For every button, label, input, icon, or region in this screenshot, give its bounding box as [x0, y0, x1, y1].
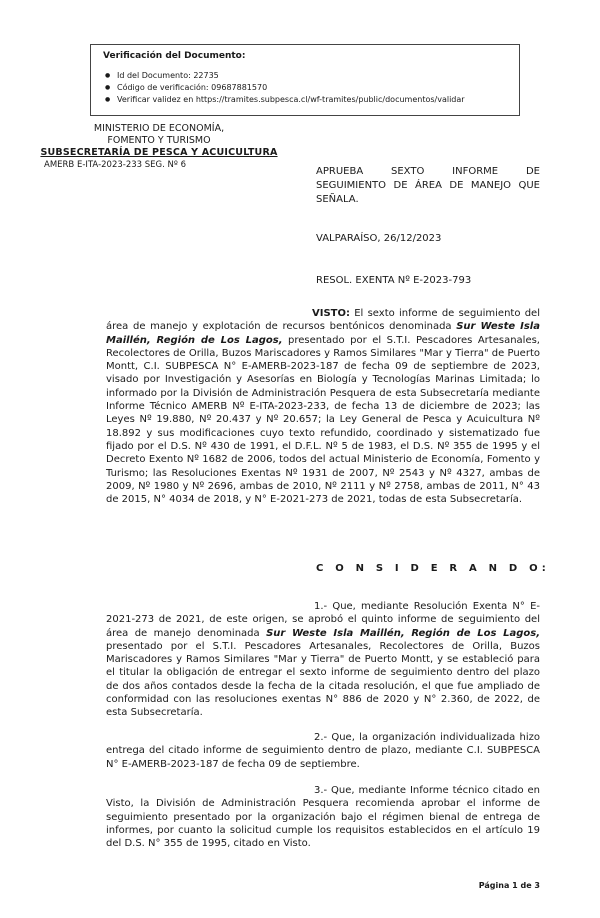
document-id: ● Id del Documento: 22735: [117, 70, 507, 82]
ministry-line2: FOMENTO Y TURISMO: [107, 135, 211, 146]
ministry-header: [36, 123, 282, 171]
verification-box: [90, 44, 520, 116]
c1-text1: 1.- Que, mediante Resolución Exenta N° E-2021-273 de 2021, de este origen, se aprobó el quinto informe de seguimiento del área de manejo denominada: [106, 601, 540, 639]
subsecretaria-title: SUBSECRETARÍA DE PESCA Y ACUICULTURA: [40, 147, 278, 158]
verification-list: [103, 70, 507, 106]
visto-label: VISTO:: [312, 308, 350, 319]
visto-text1: El sexto informe de seguimiento del área de manejo y explotación de recursos bentónicos denominada: [106, 308, 540, 333]
subject-line1: APRUEBA SEXTO INFORME DE: [316, 166, 540, 177]
c1-text2: presentado por el S.T.I. Pescadores Artesanales, Recolectores de Orilla, Buzos Mariscadores y Ramos Similares "Mar y Tierra" de Puerto Montt, y se estableció para el titular la obligación de entregar el sexto informe de seguimiento dentro del plazo de dos años contados desde la fecha de la citada resolución, el que fue ampliado de conformidad con las resoluciones exentas N° 886 de 2020 y N° 2.360, de 2022, de esta Subsecretaría.: [106, 640, 540, 719]
visto-paragraph: [106, 307, 540, 506]
subject-line2: SEGUIMIENTO DE ÁREA DE MANEJO QUE: [316, 180, 540, 191]
ministry-line1: MINISTERIO DE ECONOMÍA,: [93, 123, 225, 134]
resolution-number: RESOL. EXENTA Nº E-2023-793: [316, 275, 472, 286]
verification-title: Verificación del Documento:: [103, 51, 246, 61]
place-date: VALPARAÍSO, 26/12/2023: [316, 233, 442, 244]
considerando-2: [106, 731, 540, 771]
subject-block: [316, 165, 540, 207]
verification-code: ● Código de verificación: 09687881570: [117, 82, 507, 94]
considerando-1: [106, 600, 540, 720]
page-number: Página 1 de 3: [478, 881, 540, 890]
considerando-3: [106, 784, 540, 850]
c3-text: 3.- Que, mediante Informe técnico citado en Visto, la División de Administración Pesquera recomienda aprobar el informe de seguimiento presentado por la organización bajo el régimen bienal de entrega de informes, por cuanto la solicitud cumple los requisitos establecidos en el artículo 19 del D.S. N° 355 de 1995, citado en Visto.: [106, 785, 540, 850]
subject-line3: SEÑALA.: [316, 194, 359, 205]
verification-url[interactable]: ● Verificar validez en https://tramites.subpesca.cl/wf-tramites/public/documentos/validar: [117, 94, 507, 106]
c1-area-name: Sur Weste Isla Maillén, Región de Los Lagos,: [266, 627, 541, 639]
document-reference: AMERB E-ITA-2023-233 SEG. Nº 6: [44, 160, 186, 170]
considerando-heading: C O N S I D E R A N D O:: [316, 563, 550, 574]
visto-text2: presentado por el S.T.I. Pescadores Artesanales, Recolectores de Orilla, Buzos Mariscadores y Ramos Similares "Mar y Tierra" de Puerto Montt, C.I. SUBPESCA N° E-AMERB-2023-187 de fecha 09 de septiembre de 2023, visado por Investigación y Asesorías en Biología y Tecnologías Marinas Limitada; lo informado por la División de Administración Pesquera de esta Subsecretaría mediante Informe Técnico AMERB Nº E-ITA-2023-233, de fecha 13 de diciembre de 2023; las Leyes Nº 19.880, Nº 20.437 y Nº 20.657; la Ley General de Pesca y Acuicultura Nº 18.892 y sus modificaciones cuyo texto refundido, coordinado y sistematizado fue fijado por el D.S. Nº 430 de 1991, el D.F.L. Nº 5 de 1983, el D.S. Nº 355 de 1995 y el Decreto Exento Nº 1682 de 2006, todos del actual Ministerio de Economía, Fomento y Turismo; las Resoluciones Exentas Nº 1931 de 2007, Nº 2543 y Nº 4327, ambas de 2009, Nº 1980 y Nº 2696, ambas de 2010, Nº 2111 y Nº 2758, ambas de 2011, N° 43 de 2015, N° 4034 de 2018, y N° E-2021-273 de 2021, todas de esta Subsecretaría.: [106, 334, 540, 506]
visto-area-name: Sur Weste Isla Maillén, Región de Los Lagos,: [106, 321, 540, 346]
c2-text: 2.- Que, la organización individualizada hizo entrega del citado informe de seguimiento dentro de plazo, mediante C.I. SUBPESCA N° E-AMERB-2023-187 de fecha 09 de septiembre.: [106, 732, 540, 770]
